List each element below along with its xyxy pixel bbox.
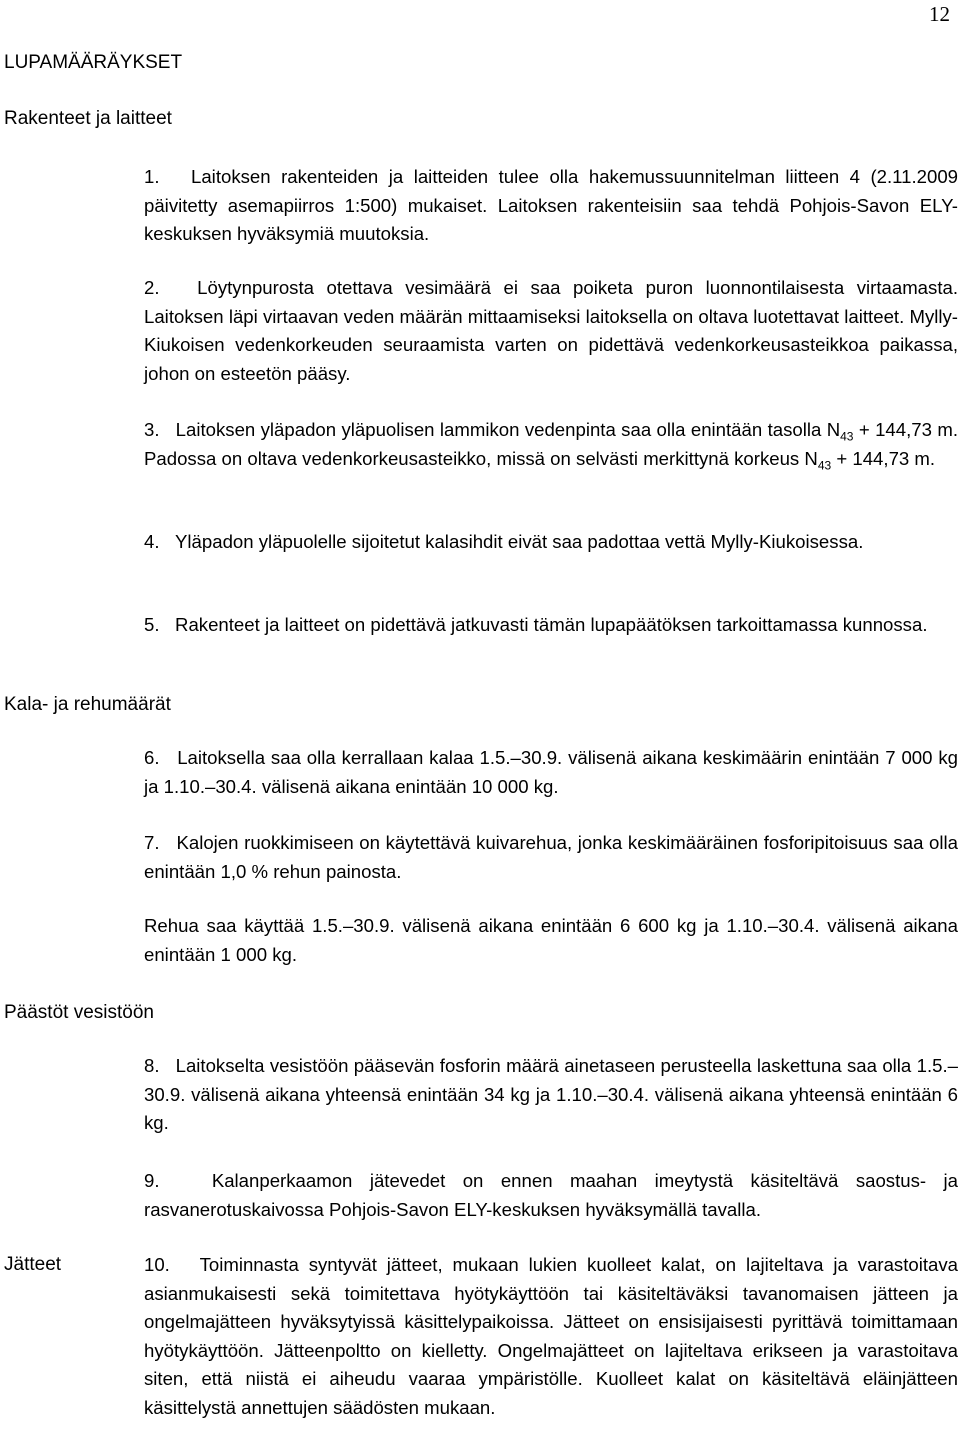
- paragraph-4: [144, 528, 958, 557]
- paragraph-7: [144, 829, 958, 886]
- page-number: 12: [929, 2, 950, 26]
- paragraph-text: Yläpadon yläpuolelle sijoitetut kalasihdit eivät saa padottaa vettä Mylly-Kiukoisessa.: [175, 531, 864, 552]
- paragraph-number: 3.: [144, 419, 160, 440]
- paragraph-number: 9.: [144, 1170, 160, 1191]
- paragraph-8: [144, 1052, 958, 1138]
- paragraph-5: [144, 611, 958, 640]
- paragraph-text: Kalojen ruokkimiseen on käytettävä kuivarehua, jonka keskimääräinen fosforipitoisuus saa olla enintään 1,0 % rehun painosta.: [144, 832, 958, 882]
- paragraph-text: Rehua saa käyttää 1.5.–30.9. välisenä aikana enintään 6 600 kg ja 1.10.–30.4. välisenä aikana enintään 1 000 kg.: [144, 915, 958, 965]
- paragraph-number: 8.: [144, 1055, 160, 1076]
- paragraph-2: [144, 274, 958, 388]
- paragraph-number: 1.: [144, 166, 160, 187]
- paragraph-number: 10.: [144, 1254, 170, 1275]
- paragraph-text: Toiminnasta syntyvät jätteet, mukaan lukien kuolleet kalat, on lajiteltava ja varastoitava asianmukaisesti sekä toimitettava hyötykäyttöön tai käsiteltäväksi tavanomaisen jätteen ja ongelmajätteen hyväksytyissä käsittelypaikoissa. Jätteet on ensisijaisesti pyrittävä toimittamaan hyötykäyttöön. Jätteenpoltto on kielletty. Ongelmajätteet on lajiteltava erikseen ja varastoitava siten, että niistä ei aiheudu vaaraa ympäristölle. Kuolleet kalat on käsiteltävä eläinjätteen käsittelystä annettujen säädösten mukaan.: [144, 1254, 959, 1418]
- paragraph-text: Löytynpurosta otettava vesimäärä ei saa poiketa puron luonnontilaisesta virtaamasta. Laitoksen läpi virtaavan veden määrän mittaamiseksi laitoksella on oltava luotettavat laitteet. Mylly-Kiukoisen vedenkorkeuden seuraamista varten on pidettävä vedenkorkeusasteikkoa paikassa, johon on esteetön pääsy.: [144, 277, 958, 384]
- paragraph-7-continued: [144, 912, 958, 969]
- subscript: 43: [840, 429, 854, 444]
- paragraph-text: Rakenteet ja laitteet on pidettävä jatkuvasti tämän lupapäätöksen tarkoittamassa kunnossa.: [175, 614, 928, 635]
- paragraph-number: 5.: [144, 614, 160, 635]
- paragraph-3: [144, 416, 958, 473]
- paragraph-1: [144, 163, 958, 249]
- paragraph-number: 4.: [144, 531, 160, 552]
- heading-emissions: Päästöt vesistöön: [4, 1002, 154, 1023]
- paragraph-number: 7.: [144, 832, 160, 853]
- paragraph-text: + 144,73 m. Padossa on oltava vedenkorkeusasteikko, missä on selvästi merkittynä korkeus N: [144, 419, 958, 469]
- heading-structures: Rakenteet ja laitteet: [4, 108, 172, 129]
- paragraph-text: Laitoksen rakenteiden ja laitteiden tulee olla hakemussuunnitelman liitteen 4 (2.11.2009 päivitetty asemapiirros 1:500) mukaiset. Laitoksen rakenteisiin saa tehdä Pohjois-Savon ELY-keskuksen hyväksymiä muutoksia.: [144, 166, 959, 245]
- paragraph-text: Laitoksella saa olla kerrallaan kalaa 1.5.–30.9. välisenä aikana keskimäärin enintään 7 000 kg ja 1.10.–30.4. välisenä aikana enintään 10 000 kg.: [144, 747, 958, 797]
- paragraph-text: Laitoksen yläpadon yläpuolisen lammikon vedenpinta saa olla enintään tasolla N: [175, 419, 841, 440]
- paragraph-text: Kalanperkaamon jätevedet on ennen maahan imeytystä käsiteltävä saostus- ja rasvanerotuskaivossa Pohjois-Savon ELY-keskuksen hyväksymällä tavalla.: [144, 1170, 958, 1220]
- paragraph-10: [144, 1251, 958, 1423]
- paragraph-text: Laitokselta vesistöön pääsevän fosforin määrä ainetaseen perusteella laskettuna saa olla 1.5.–30.9. välisenä aikana yhteensä enintään 34 kg ja 1.10.–30.4. välisenä aikana yhteensä enintään 6 kg.: [144, 1055, 958, 1134]
- paragraph-number: 2.: [144, 277, 160, 298]
- section-heading: LUPAMÄÄRÄYKSET: [4, 52, 183, 73]
- heading-fish-feed: Kala- ja rehumäärät: [4, 694, 171, 715]
- heading-waste: Jätteet: [4, 1254, 62, 1275]
- paragraph-text: + 144,73 m.: [831, 447, 936, 469]
- subscript: 43: [817, 458, 832, 473]
- paragraph-number: 6.: [144, 747, 160, 768]
- paragraph-9: [144, 1167, 958, 1224]
- paragraph-6: [144, 744, 958, 801]
